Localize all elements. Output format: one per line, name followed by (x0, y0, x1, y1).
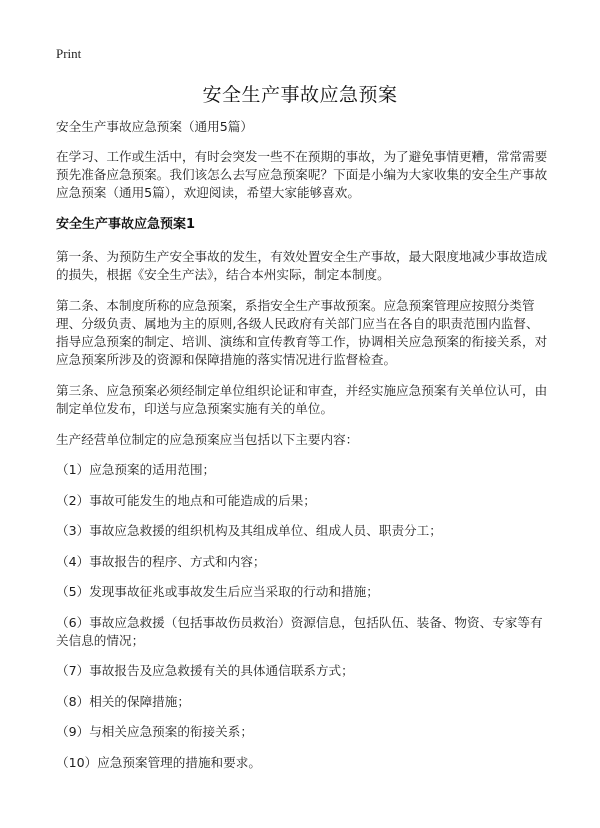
paragraph-article-3: 第三条、应急预案必须经制定单位组织论证和审查，并经实施应急预案有关单位认可，由制定单位发布，印送与应急预案实施有关的单位。 (56, 383, 548, 416)
document-body (56, 118, 548, 784)
list-item: （2）事故可能发生的地点和可能造成的后果； (56, 492, 316, 508)
print-label: Print (56, 46, 82, 61)
document-title: 安全生产事故应急预案 (202, 84, 398, 106)
list-lead: 生产经营单位制定的应急预案应当包括以下主要内容： (56, 432, 359, 447)
list-item: （1）应急预案的适用范围； (56, 462, 216, 477)
intro-paragraph: 在学习、工作或生活中，有时会突发一些不在预期的事故，为了避免事情更糟，常常需要预先准备应急预案。我们该怎么去写应急预案呢？下面是小编为大家收集的安全生产事故应急预案（通用5篇），欢迎阅读，希望大家能够喜欢。 (56, 149, 548, 200)
list-item: （7）事故报告及应急救援有关的具体通信联系方式； (56, 663, 354, 678)
list-item: （6）事故应急救援（包括事故伤员救治）资源信息，包括队伍、装备、物资、专家等有关信息的情况； (56, 614, 543, 648)
list-item: （10）应急预案管理的措施和要求。 (56, 754, 261, 770)
list-item: （9）与相关应急预案的衔接关系； (56, 724, 253, 739)
section-heading: 安全生产事故应急预案1 (56, 217, 196, 232)
list-item: （4）事故报告的程序、方式和内容； (56, 553, 266, 569)
list-item: （5）发现事故征兆或事故发生后应当采取的行动和措施； (56, 584, 379, 599)
list-item: （8）相关的保障措施； (56, 693, 190, 709)
list-item: （3）事故应急救援的组织机构及其组成单位、组成人员、职责分工； (56, 523, 442, 538)
document-subtitle: 安全生产事故应急预案（通用5篇） (56, 119, 253, 134)
paragraph-article-1: 第一条、为预防生产安全事故的发生，有效处置安全生产事故，最大限度地减少事故造成的损失，根据《安全生产法》，结合本州实际，制定本制度。 (56, 249, 548, 282)
paragraph-article-2: 第二条、本制度所称的应急预案，系指安全生产事故预案。应急预案管理应按照分类管理、分级负责、属地为主的原则,各级人民政府有关部门应当在各自的职责范围内监督、指导应急预案的制定、培训、演练和宣传教育等工作，协调相关应急预案的衔接关系，对应急预案所涉及的资源和保障措施的落实情况进行监督检查。 (56, 298, 548, 367)
